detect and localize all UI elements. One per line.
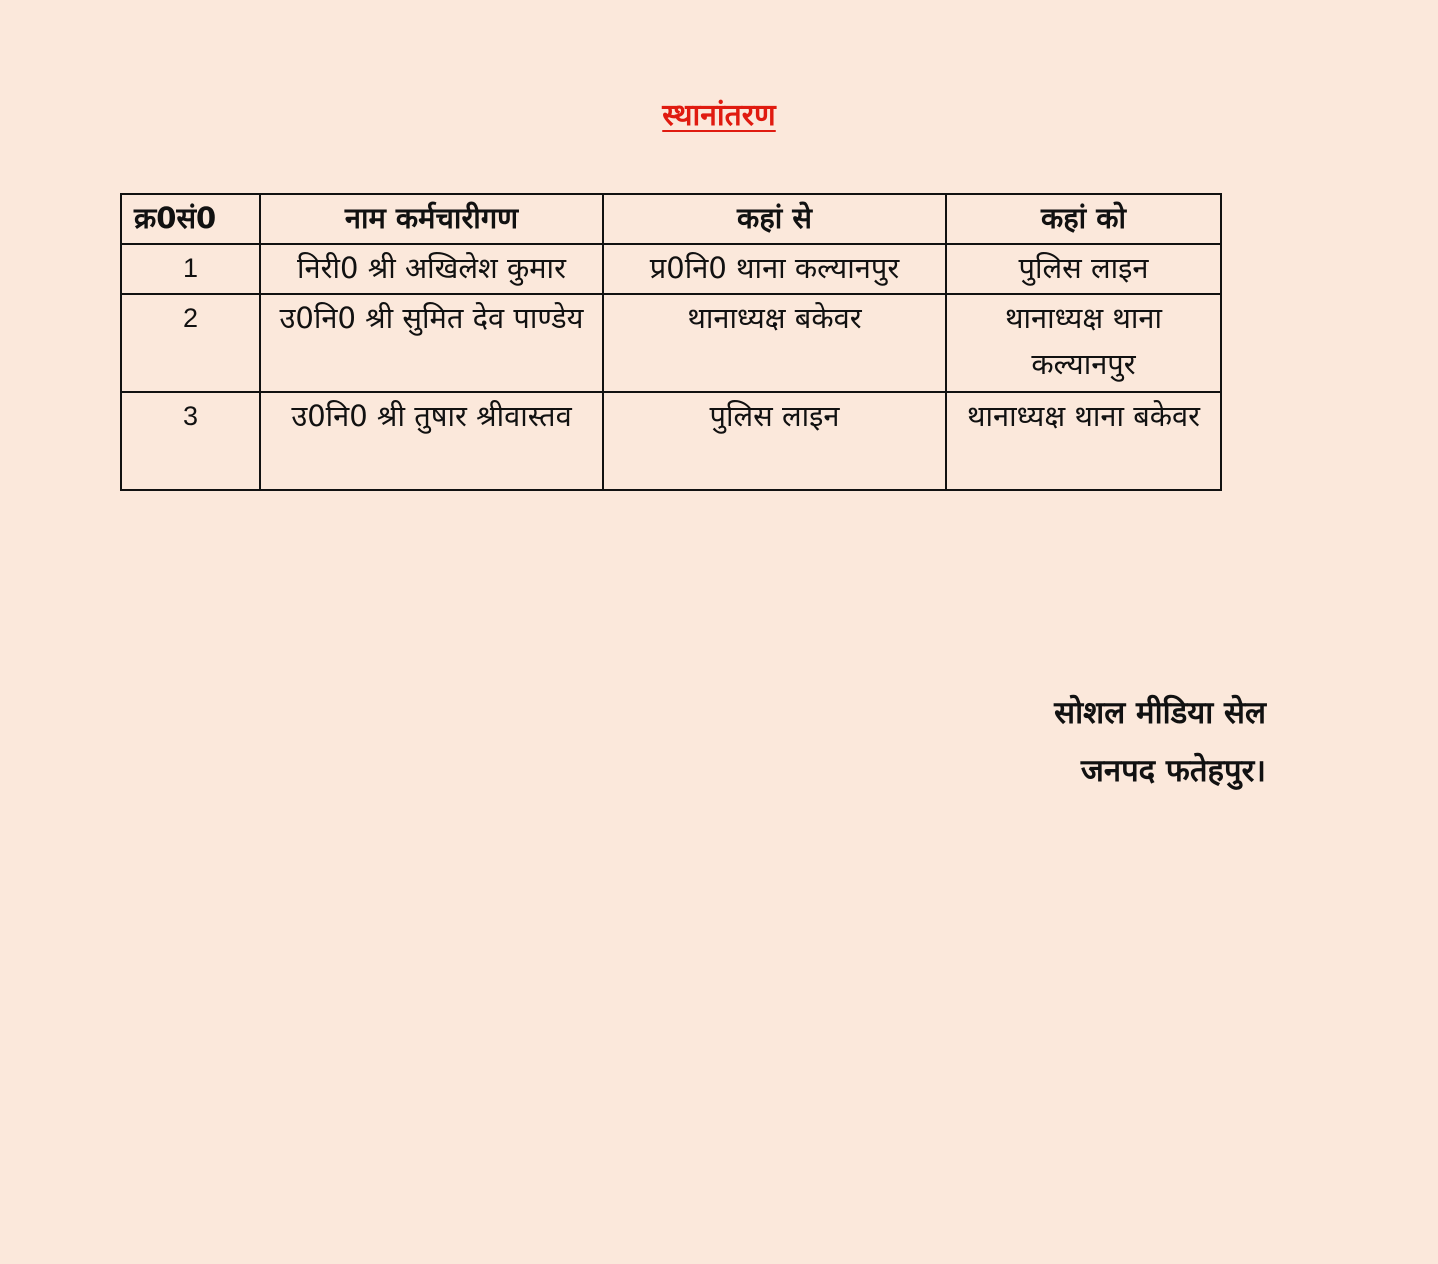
cell-employee-name: उ0नि0 श्री सुमित देव पाण्डेय xyxy=(260,294,603,392)
table-row xyxy=(121,392,1221,490)
cell-employee-name: उ0नि0 श्री तुषार श्रीवास्तव xyxy=(260,392,603,490)
header-from: कहां से xyxy=(603,194,946,244)
cell-to: थानाध्यक्ष थाना कल्यानपुर xyxy=(946,294,1221,392)
cell-serial-number: 1 xyxy=(121,244,260,294)
header-to: कहां को xyxy=(946,194,1221,244)
document-title: स्थानांतरण xyxy=(662,98,776,133)
cell-from: प्र0नि0 थाना कल्यानपुर xyxy=(603,244,946,294)
header-employee-name: नाम कर्मचारीगण xyxy=(260,194,603,244)
table-row xyxy=(121,244,1221,294)
cell-from: पुलिस लाइन xyxy=(603,392,946,490)
cell-serial-number: 2 xyxy=(121,294,260,392)
cell-serial-number: 3 xyxy=(121,392,260,490)
table-header-row xyxy=(121,194,1221,244)
cell-from: थानाध्यक्ष बकेवर xyxy=(603,294,946,392)
cell-to: पुलिस लाइन xyxy=(946,244,1221,294)
signature-block xyxy=(1054,684,1266,800)
table-row xyxy=(121,294,1221,392)
cell-employee-name: निरी0 श्री अखिलेश कुमार xyxy=(260,244,603,294)
transfer-table xyxy=(120,193,1222,491)
signature-line-1: सोशल मीडिया सेल xyxy=(1054,695,1266,731)
header-serial-number: क्र0सं0 xyxy=(121,194,260,244)
cell-to: थानाध्यक्ष थाना बकेवर xyxy=(946,392,1221,490)
signature-line-2: जनपद फतेहपुर। xyxy=(1080,753,1266,789)
